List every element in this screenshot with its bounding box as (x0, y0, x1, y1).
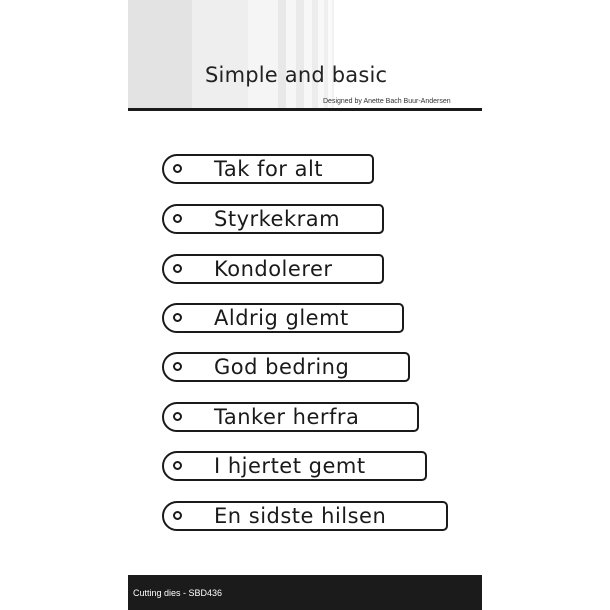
tag-label: En sidste hilsen (214, 504, 387, 528)
tag-die-2 (162, 204, 384, 234)
footer-bar (128, 575, 482, 610)
tag-die-3 (162, 254, 384, 284)
tag-label: Styrkekram (214, 207, 341, 231)
tag-label: Kondolerer (214, 257, 333, 281)
tag-die-8 (162, 501, 448, 531)
tag-label: Tanker herfra (214, 405, 360, 429)
tag-label: Aldrig glemt (214, 306, 349, 330)
tag-die-4 (162, 303, 404, 333)
tag-die-6 (162, 402, 419, 432)
tag-die-7 (162, 451, 427, 481)
tag-die-5 (162, 352, 410, 382)
tag-hole-icon (173, 264, 182, 273)
brand-divider (128, 108, 482, 111)
designer-credit: Designed by Anette Bach Buur-Andersen (323, 98, 451, 105)
tag-label: Tak for alt (214, 157, 324, 181)
product-code: Cutting dies - SBD436 (133, 588, 223, 598)
tag-hole-icon (173, 313, 182, 322)
tag-hole-icon (173, 362, 182, 371)
tag-hole-icon (173, 511, 182, 520)
tag-hole-icon (173, 412, 182, 421)
tag-hole-icon (173, 461, 182, 470)
tag-label: God bedring (214, 355, 350, 379)
header-stripes (128, 0, 482, 108)
tag-label: I hjertet gemt (214, 454, 366, 478)
tag-hole-icon (173, 214, 182, 223)
brand-title: Simple and basic (205, 63, 388, 87)
tag-hole-icon (173, 164, 182, 173)
tag-die-1 (162, 154, 374, 184)
